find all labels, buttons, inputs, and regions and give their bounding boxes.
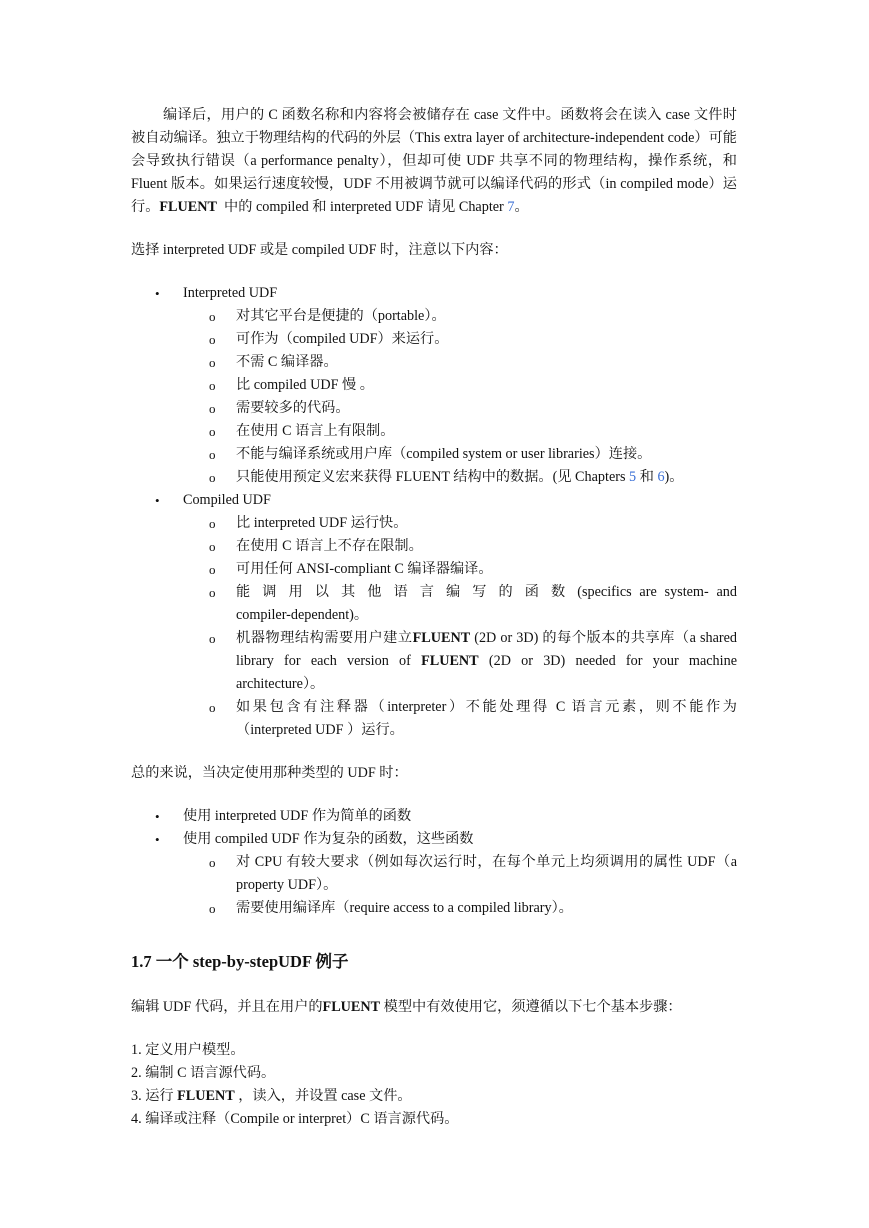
step-text: ，读入，并设置 case 文件。 xyxy=(234,1088,412,1104)
list-item xyxy=(209,627,737,696)
list-item xyxy=(131,828,737,920)
list-item xyxy=(209,328,737,351)
sub-bullet-icon: o xyxy=(209,424,216,439)
lead-text: 模型中有效使用它，须遵循以下七个基本步骤： xyxy=(383,999,682,1015)
interpreted-sublist xyxy=(183,305,737,489)
compiled-sublist xyxy=(183,512,737,742)
sub-bullet-icon: o xyxy=(209,855,216,870)
item-text: (2D or 3D) needed for your machine architecture）。 xyxy=(236,653,737,692)
lead-text: 编辑 UDF 代码，并且在用户的 xyxy=(131,999,323,1015)
item-text: 使用 compiled UDF 作为复杂的函数，这些函数 xyxy=(183,831,474,847)
sub-bullet-icon: o xyxy=(209,700,216,715)
item-text: )。 xyxy=(664,469,684,485)
fluent-bold: FLUENT xyxy=(322,999,381,1015)
list-item xyxy=(209,558,737,581)
compiled-udf-item xyxy=(131,489,737,742)
list-item xyxy=(209,374,737,397)
fluent-bold: FLUENT xyxy=(177,1088,235,1104)
intro-text: 编译后，用户的 C 函数名称和内容将会被储存在 case 文件中。函数将会在读入 case 文件时被自动编译。独立于物理结构的代码的外层（This extra layer of architecture-independent code）可能会导致执行错误（a performance penalty），但却可使 UDF 共享不同的物理结构，操作系统，和 Fluent 版本。如果运行速度较慢，UDF 不用被调节就可以编译代码的形式（in compiled mode）运行。 xyxy=(131,107,737,215)
item-text: 对 CPU 有较大要求（例如每次运行时，在每个单元上均须调用的属性 UDF（a property UDF）。 xyxy=(236,854,737,893)
step-item xyxy=(131,1085,737,1108)
item-text: compiler-dependent)。 xyxy=(236,607,369,623)
sub-bullet-icon: o xyxy=(209,447,216,462)
list-item xyxy=(209,443,737,466)
item-text: 需要使用编译库（require access to a compiled library）。 xyxy=(236,900,573,916)
sub-bullet-icon: o xyxy=(209,401,216,416)
sub-bullet-icon: o xyxy=(209,332,216,347)
step-text: 3. 运行 xyxy=(131,1088,178,1104)
list-item xyxy=(209,696,737,742)
item-text: 和 xyxy=(636,469,658,485)
bullet-icon: • xyxy=(155,493,160,508)
interpreted-udf-item xyxy=(131,282,737,489)
intro-end: 。 xyxy=(514,199,529,215)
sub-bullet-icon: o xyxy=(209,631,216,646)
list-item xyxy=(209,535,737,558)
sub-bullet-icon: o xyxy=(209,585,216,600)
list-item xyxy=(209,581,737,627)
list-item xyxy=(209,512,737,535)
item-text: 比 compiled UDF 慢 。 xyxy=(236,377,374,393)
intro-paragraph xyxy=(131,104,737,219)
item-text: (2D or 3D) 的每个版本的共享库（a shared library for each version of xyxy=(236,630,737,669)
item-text: 机器物理结构需要用户建立 xyxy=(236,630,413,646)
document-page xyxy=(131,104,737,1131)
chapter-7-link[interactable]: 7 xyxy=(507,199,515,215)
fluent-bold: FLUENT xyxy=(159,199,217,215)
item-text: 在使用 C 语言上有限制。 xyxy=(236,423,395,439)
list-item xyxy=(209,466,737,489)
udf-type-list xyxy=(131,282,737,742)
item-text: 需要较多的代码。 xyxy=(236,400,350,416)
item-text: 使用 interpreted UDF 作为简单的函数 xyxy=(183,808,412,824)
item-text: 比 interpreted UDF 运行快。 xyxy=(236,515,408,531)
bullet-icon: • xyxy=(155,286,160,301)
sub-bullet-icon: o xyxy=(209,355,216,370)
summary-sublist xyxy=(183,851,737,920)
section-heading: 1.7 一个 step-by-stepUDF 例子 xyxy=(131,952,349,971)
bullet-icon: • xyxy=(155,832,160,847)
item-text: 在使用 C 语言上不存在限制。 xyxy=(236,538,423,554)
fluent-bold: FLUENT xyxy=(412,630,471,646)
list-item xyxy=(209,420,737,443)
list-item xyxy=(209,305,737,328)
interpreted-udf-title: Interpreted UDF xyxy=(183,285,278,301)
item-text: 可用任何 ANSI-compliant C 编译器编译。 xyxy=(236,561,493,577)
sub-bullet-icon: o xyxy=(209,470,216,485)
item-text: 可作为（compiled UDF）来运行。 xyxy=(236,331,449,347)
section-lead xyxy=(131,996,737,1019)
choose-paragraph xyxy=(131,239,737,262)
intro-text-cont: 中的 compiled 和 interpreted UDF 请见 Chapter xyxy=(224,199,508,215)
item-text: 对其它平台是便捷的（portable）。 xyxy=(236,308,446,324)
chapter-5-link[interactable]: 5 xyxy=(629,469,637,485)
item-text: 不能与编译系统或用户库（compiled system or user libraries）连接。 xyxy=(236,446,652,462)
steps-list xyxy=(131,1039,737,1131)
compiled-udf-title: Compiled UDF xyxy=(183,492,271,508)
list-item xyxy=(209,851,737,897)
step-item: 1. 定义用户模型。 xyxy=(131,1042,245,1058)
list-item xyxy=(209,351,737,374)
summary-text: 总的来说，当决定使用那种类型的 UDF 时： xyxy=(131,765,408,781)
item-text: 不需 C 编译器。 xyxy=(236,354,338,370)
sub-bullet-icon: o xyxy=(209,378,216,393)
list-item xyxy=(209,897,737,920)
sub-bullet-icon: o xyxy=(209,562,216,577)
fluent-bold: FLUENT xyxy=(421,653,479,669)
sub-bullet-icon: o xyxy=(209,539,216,554)
item-text: 能 调 用 以 其 他 语 言 编 写 的 函 数 (specifics are system- and xyxy=(236,584,737,600)
list-item xyxy=(131,805,737,828)
choose-text: 选择 interpreted UDF 或是 compiled UDF 时，注意以下内容： xyxy=(131,242,508,258)
step-item: 4. 编译或注释（Compile or interpret）C 语言源代码。 xyxy=(131,1111,459,1127)
item-text: 如果包含有注释器（interpreter）不能处理得 C 语言元素，则不能作为（interpreted UDF ）运行。 xyxy=(236,699,737,738)
sub-bullet-icon: o xyxy=(209,309,216,324)
bullet-icon: • xyxy=(155,809,160,824)
sub-bullet-icon: o xyxy=(209,901,216,916)
item-text: 只能使用预定义宏来获得 FLUENT 结构中的数据。(见 Chapters xyxy=(236,469,630,485)
chapter-6-link[interactable]: 6 xyxy=(657,469,665,485)
sub-bullet-icon: o xyxy=(209,516,216,531)
summary-paragraph xyxy=(131,762,737,785)
step-item: 2. 编制 C 语言源代码。 xyxy=(131,1065,276,1081)
summary-list xyxy=(131,805,737,920)
list-item xyxy=(209,397,737,420)
